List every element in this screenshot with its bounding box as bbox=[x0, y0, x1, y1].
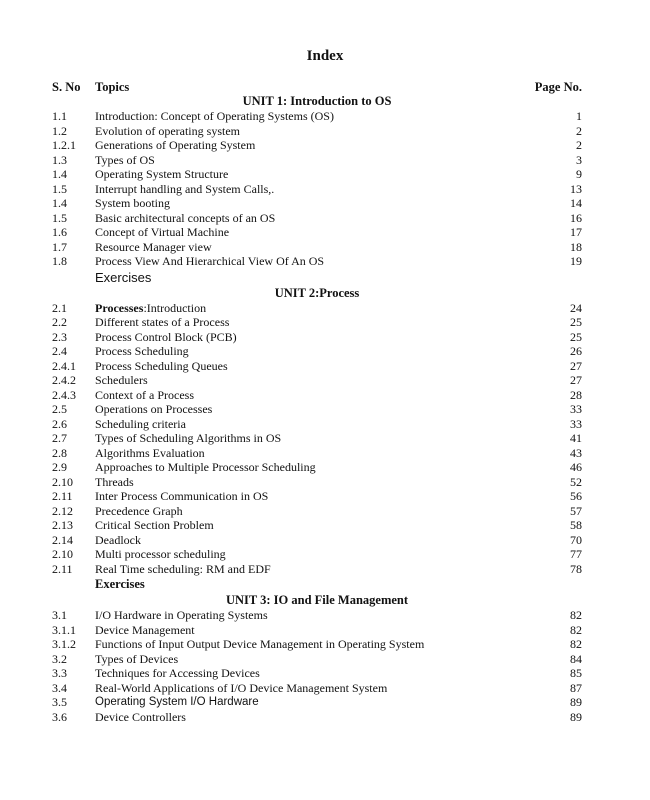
exercises-heading bbox=[52, 576, 582, 593]
page-number: 17 bbox=[570, 225, 582, 239]
page-number: 89 bbox=[570, 695, 582, 709]
serial-number: 1.1 bbox=[52, 109, 67, 123]
page-number: 2 bbox=[576, 123, 582, 138]
list-item bbox=[52, 460, 582, 475]
list-item bbox=[52, 315, 582, 330]
unit-heading: UNIT 1: Introduction to OS bbox=[242, 94, 392, 108]
page-number: 33 bbox=[570, 402, 582, 416]
topic-text bbox=[95, 182, 274, 197]
serial-number: 2.5 bbox=[52, 402, 67, 416]
topic-label: Approaches to Multiple Processor Scheduling bbox=[95, 460, 316, 474]
exercises-heading bbox=[52, 269, 582, 286]
serial-number: 1.3 bbox=[52, 152, 67, 167]
serial-number: 3.4 bbox=[52, 680, 67, 695]
list-item bbox=[52, 301, 582, 316]
topic-text bbox=[95, 533, 141, 548]
serial-number: 2.4 bbox=[52, 344, 67, 358]
topic-label: Operating System I/O Hardware bbox=[95, 696, 259, 708]
topic-text bbox=[95, 240, 212, 255]
page-number: 89 bbox=[570, 709, 582, 724]
serial-number: 2.11 bbox=[52, 489, 73, 503]
serial-number: 2.4.2 bbox=[52, 373, 76, 387]
topic-text bbox=[95, 225, 229, 240]
page-number: 16 bbox=[570, 210, 582, 225]
topic-label: Types of OS bbox=[95, 152, 155, 167]
topic-text bbox=[95, 153, 155, 168]
list-item bbox=[52, 240, 582, 255]
topic-text bbox=[95, 211, 275, 226]
topic-label: Deadlock bbox=[95, 532, 141, 547]
topic-label: Techniques for Accessing Devices bbox=[95, 666, 260, 680]
topic-text bbox=[95, 109, 334, 124]
topic-label: :Introduction bbox=[143, 300, 207, 315]
page-number: 52 bbox=[570, 474, 582, 489]
page-number: 18 bbox=[570, 239, 582, 254]
serial-number: 2.10 bbox=[52, 474, 73, 489]
topic-label: Inter Process Communication in OS bbox=[95, 489, 269, 503]
serial-number: 3.2 bbox=[52, 651, 67, 666]
page-number: 41 bbox=[570, 431, 582, 445]
topic-label: Process Scheduling Queues bbox=[95, 358, 228, 373]
topic-label: Evolution of operating system bbox=[95, 123, 240, 138]
serial-number: 2.13 bbox=[52, 518, 73, 532]
header-sno: S. No bbox=[52, 80, 81, 94]
list-item bbox=[52, 196, 582, 211]
topic-label: Process Control Block (PCB) bbox=[95, 329, 237, 344]
list-item bbox=[52, 608, 582, 623]
topic-label: Device Controllers bbox=[95, 709, 186, 724]
page-number: 85 bbox=[570, 666, 582, 680]
topic-label: Different states of a Process bbox=[95, 315, 230, 329]
topic-label: Generations of Operating System bbox=[95, 138, 256, 152]
serial-number: 2.8 bbox=[52, 445, 67, 460]
topic-text bbox=[95, 637, 424, 652]
serial-number: 3.1.1 bbox=[52, 622, 76, 637]
serial-number: 1.4 bbox=[52, 167, 67, 181]
topic-text bbox=[95, 547, 226, 562]
topic-label: Concept of Virtual Machine bbox=[95, 225, 230, 239]
list-item bbox=[52, 153, 582, 168]
topic-text bbox=[95, 666, 260, 681]
topic-text bbox=[95, 475, 134, 490]
list-item bbox=[52, 681, 582, 696]
page-number: 13 bbox=[570, 181, 582, 196]
page-number: 28 bbox=[570, 387, 582, 402]
topic-label: Process Scheduling bbox=[95, 344, 189, 358]
serial-number: 2.2 bbox=[52, 315, 67, 329]
page-number: 2 bbox=[576, 138, 582, 152]
topic-text bbox=[95, 695, 259, 710]
page-number: 70 bbox=[570, 532, 582, 547]
list-item bbox=[52, 417, 582, 432]
serial-number: 1.4 bbox=[52, 196, 67, 210]
topic-text bbox=[95, 138, 255, 153]
list-item bbox=[52, 623, 582, 638]
list-item bbox=[52, 695, 582, 710]
unit-heading: UNIT 2:Process bbox=[274, 285, 360, 300]
page-number: 87 bbox=[570, 680, 582, 695]
topic-text bbox=[95, 489, 268, 504]
topic-label: Device Management bbox=[95, 622, 195, 637]
serial-number: 3.3 bbox=[52, 666, 67, 680]
page-number: 56 bbox=[570, 489, 582, 503]
serial-number: 2.4.1 bbox=[52, 358, 76, 373]
list-item bbox=[52, 533, 582, 548]
topic-label: I/O Hardware in Operating Systems bbox=[95, 608, 268, 622]
list-item bbox=[52, 388, 582, 403]
serial-number: 1.5 bbox=[52, 181, 67, 196]
serial-number: 1.5 bbox=[52, 210, 67, 225]
list-item bbox=[52, 211, 582, 226]
page-number: 33 bbox=[570, 416, 582, 431]
topic-text bbox=[95, 446, 205, 461]
page-number: 84 bbox=[570, 651, 582, 666]
list-item bbox=[52, 518, 582, 533]
exercises-label: Exercises bbox=[95, 577, 145, 591]
list-item bbox=[52, 359, 582, 374]
header-page-no: Page No. bbox=[534, 80, 582, 94]
serial-number: 3.5 bbox=[52, 695, 67, 709]
page-number: 43 bbox=[570, 445, 582, 460]
topic-label: Algorithms Evaluation bbox=[95, 445, 205, 460]
index-list bbox=[52, 94, 582, 724]
list-item bbox=[52, 475, 582, 490]
serial-number: 2.11 bbox=[52, 561, 73, 576]
topic-text bbox=[95, 562, 271, 577]
page-number: 82 bbox=[570, 608, 582, 622]
page-number: 24 bbox=[570, 300, 582, 315]
topic-bold-text: Processes bbox=[95, 300, 144, 315]
list-item bbox=[52, 182, 582, 197]
topic-label: Threads bbox=[95, 474, 134, 489]
topic-text bbox=[95, 315, 229, 330]
topic-text bbox=[95, 504, 183, 519]
topic-text bbox=[95, 652, 178, 667]
topic-text bbox=[95, 623, 195, 638]
page-number: 27 bbox=[570, 373, 582, 387]
serial-number: 3.1.2 bbox=[52, 637, 76, 651]
list-item bbox=[52, 666, 582, 681]
serial-number: 2.7 bbox=[52, 431, 67, 445]
topic-text bbox=[95, 431, 281, 446]
topic-text bbox=[95, 402, 212, 417]
topic-label: Resource Manager view bbox=[95, 239, 212, 254]
page-number: 25 bbox=[570, 329, 582, 344]
page-number: 14 bbox=[570, 196, 582, 210]
page-title: Index bbox=[306, 48, 344, 64]
topic-text bbox=[95, 417, 186, 432]
topic-label: Operating System Structure bbox=[95, 167, 229, 181]
topic-text bbox=[95, 710, 186, 725]
list-item bbox=[52, 124, 582, 139]
topic-label: Multi processor scheduling bbox=[95, 547, 226, 561]
page-number: 26 bbox=[570, 344, 582, 358]
page-number: 19 bbox=[570, 254, 582, 268]
topic-text bbox=[95, 330, 237, 345]
serial-number: 2.14 bbox=[52, 532, 73, 547]
topic-text bbox=[95, 681, 387, 696]
topic-text bbox=[95, 301, 206, 316]
topic-text bbox=[95, 124, 240, 139]
topic-text bbox=[95, 388, 194, 403]
topic-label: Precedence Graph bbox=[95, 503, 183, 518]
topic-label: System booting bbox=[95, 196, 171, 210]
topic-label: Operations on Processes bbox=[95, 402, 213, 416]
serial-number: 2.4.3 bbox=[52, 387, 76, 402]
topic-label: Real Time scheduling: RM and EDF bbox=[95, 561, 271, 576]
topic-text bbox=[95, 359, 228, 374]
list-item bbox=[52, 330, 582, 345]
list-item bbox=[52, 652, 582, 667]
list-item bbox=[52, 373, 582, 388]
topic-label: Real-World Applications of I/O Device Management System bbox=[95, 680, 388, 695]
list-item bbox=[52, 225, 582, 240]
topic-text bbox=[95, 373, 148, 388]
list-item bbox=[52, 637, 582, 652]
header-topics: Topics bbox=[95, 80, 130, 94]
page-number: 27 bbox=[570, 358, 582, 373]
page-number: 82 bbox=[570, 622, 582, 637]
list-item bbox=[52, 547, 582, 562]
exercises-label: Exercises bbox=[95, 269, 152, 285]
page-number: 46 bbox=[570, 460, 582, 474]
topic-text bbox=[95, 254, 324, 269]
list-item bbox=[52, 109, 582, 124]
page-number: 25 bbox=[570, 315, 582, 329]
serial-number: 2.9 bbox=[52, 460, 67, 474]
topic-label: Types of Devices bbox=[95, 651, 179, 666]
serial-number: 1.2.1 bbox=[52, 138, 76, 152]
topic-label: Context of a Process bbox=[95, 387, 194, 402]
page-number: 58 bbox=[570, 518, 582, 532]
topic-label: Scheduling criteria bbox=[95, 416, 186, 431]
topic-label: Process View And Hierarchical View Of An OS bbox=[95, 254, 325, 268]
topic-label: Functions of Input Output Device Management in Operating System bbox=[95, 637, 425, 651]
topic-text bbox=[95, 460, 316, 475]
topic-text bbox=[95, 344, 189, 359]
unit-heading: UNIT 3: IO and File Management bbox=[225, 593, 409, 607]
topic-text bbox=[95, 167, 228, 182]
list-item bbox=[52, 489, 582, 504]
list-item bbox=[52, 254, 582, 269]
list-item bbox=[52, 431, 582, 446]
serial-number: 1.2 bbox=[52, 123, 67, 138]
serial-number: 2.1 bbox=[52, 300, 67, 315]
serial-number: 1.7 bbox=[52, 239, 67, 254]
topic-label: Interrupt handling and System Calls,. bbox=[95, 181, 275, 196]
page-number: 3 bbox=[576, 152, 582, 167]
serial-number: 3.1 bbox=[52, 608, 67, 622]
page-number: 57 bbox=[570, 503, 582, 518]
serial-number: 1.6 bbox=[52, 225, 67, 239]
list-item bbox=[52, 402, 582, 417]
topic-label: Introduction: Concept of Operating Systems (OS) bbox=[95, 109, 334, 123]
page-number: 9 bbox=[576, 167, 582, 181]
topic-text bbox=[95, 196, 170, 211]
page-number: 1 bbox=[576, 109, 582, 123]
topic-label: Schedulers bbox=[95, 373, 148, 387]
topic-label: Critical Section Problem bbox=[95, 518, 214, 532]
page-number: 77 bbox=[570, 547, 582, 561]
list-item bbox=[52, 167, 582, 182]
topic-label: Types of Scheduling Algorithms in OS bbox=[95, 431, 282, 445]
list-item bbox=[52, 710, 582, 725]
topic-label: Basic architectural concepts of an OS bbox=[95, 210, 276, 225]
serial-number: 2.10 bbox=[52, 547, 73, 561]
list-item bbox=[52, 138, 582, 153]
serial-number: 3.6 bbox=[52, 709, 67, 724]
topic-text bbox=[95, 608, 268, 623]
list-item bbox=[52, 446, 582, 461]
page-number: 82 bbox=[570, 637, 582, 651]
serial-number: 2.6 bbox=[52, 416, 67, 431]
page-number: 78 bbox=[570, 561, 582, 576]
serial-number: 1.8 bbox=[52, 254, 67, 268]
serial-number: 2.12 bbox=[52, 503, 73, 518]
list-item bbox=[52, 344, 582, 359]
serial-number: 2.3 bbox=[52, 329, 67, 344]
list-item bbox=[52, 504, 582, 519]
list-item bbox=[52, 562, 582, 577]
topic-text bbox=[95, 518, 214, 533]
